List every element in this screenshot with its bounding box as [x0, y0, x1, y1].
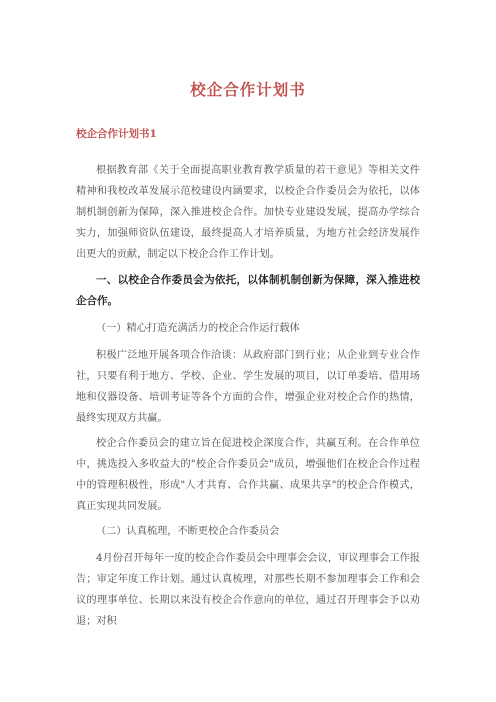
document-title: 校企合作计划书 — [190, 80, 306, 99]
intro-paragraph: 根据教育部《关于全面提高职业教育教学质量的若干意见》等相关文件精神和我校改革发展示范校建设内涵要求，以校企合作委员会为依托，以体制机制创新为保障，深入推进校企合作。加快专业建设发展，提高办学综合实力，加强师资队伍建设，最终提高人才培养质量，为地方社会经济发展作出更大的贡献，制定以下校企合作工作计划。 — [76, 165, 420, 260]
section-1-1-paragraph-2: 校企合作委员会的建立旨在促进校企深度合作，共赢互利。在合作单位中，挑选投入多收益大的"校企合作委员会"成员，增强他们在校企合作过程中的管理积极性，形成"人才共育、合作共赢、成果共享"的校企合作模式，真正实现共同发展。 — [76, 438, 420, 512]
section-1-1-heading: （一）精心打造充满活力的校企合作运行载体 — [96, 323, 300, 334]
section-1-2-paragraph-1: 4月份召开每年一度的校企合作委员会中理事会会议，审议理事会工作报告；审定年度工作计划。通过认真梳理，对那些长期不参加理事会工作和会议的理事单位、长期以来没有校企合作意向的单位，通过召开理事会予以劝退；对积 — [76, 553, 420, 627]
section-1-1-paragraph-1: 积极广泛地开展各项合作洽谈：从政府部门到行业；从企业到专业合作社，只要有利于地方、学校、企业、学生发展的项目，以订单委培、借用场地和仪器设备、培训考证等各个方面的合作，增强企业对校企合作的热情，最终实现双方共赢。 — [76, 350, 420, 424]
section-1-heading: 一、以校企合作委员会为依托，以体制机制创新为保障，深入推进校企合作。 — [76, 274, 420, 307]
section-1-2-heading: （二）认真梳理，不断更校企合作委员会 — [96, 526, 280, 537]
document-subtitle: 校企合作计划书1 — [76, 128, 157, 140]
